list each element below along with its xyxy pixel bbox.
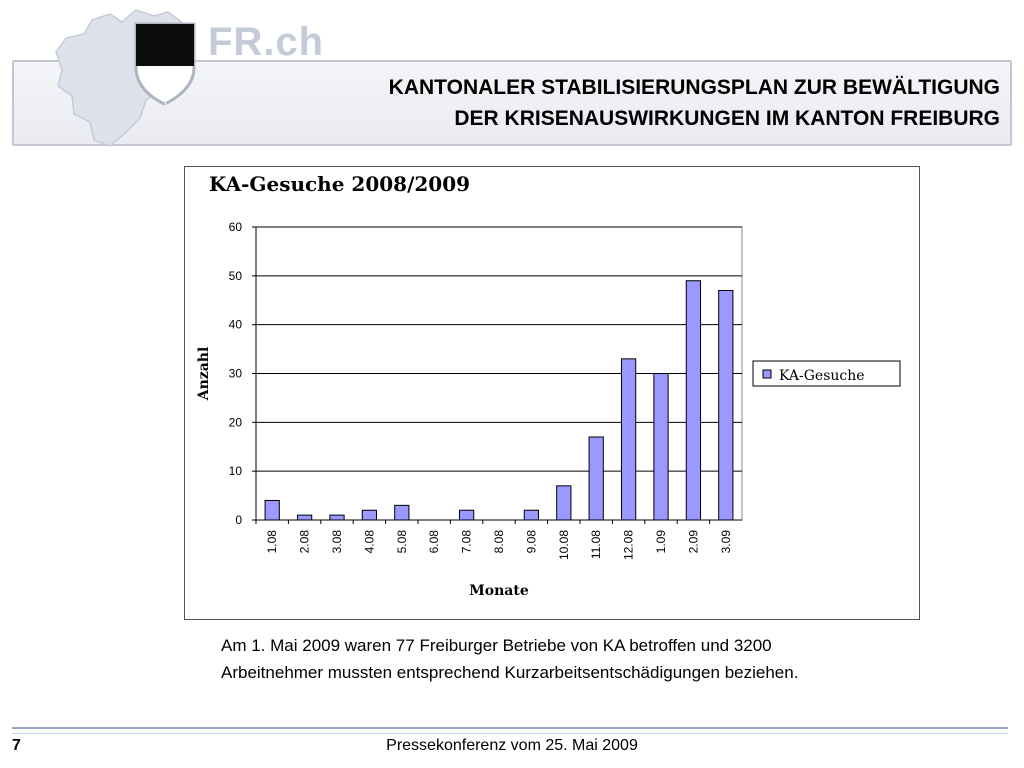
bar — [297, 515, 311, 520]
x-tick-label: 5.08 — [394, 530, 409, 554]
x-tick-label: 12.08 — [621, 530, 636, 561]
chart-title: KA-Gesuche 2008/2009 — [209, 172, 471, 196]
note-text — [221, 632, 961, 686]
bar — [686, 281, 700, 520]
legend-swatch — [763, 370, 771, 378]
x-tick-label: 4.08 — [362, 530, 377, 554]
page-title — [389, 72, 1000, 134]
y-axis-label: Anzahl — [196, 346, 212, 401]
y-tick-label: 10 — [228, 464, 242, 479]
x-tick-label: 1.09 — [654, 530, 668, 554]
y-tick-label: 60 — [228, 220, 242, 234]
bar — [330, 515, 344, 520]
y-tick-label: 20 — [228, 415, 242, 430]
bar-chart — [185, 167, 919, 619]
y-tick-label: 50 — [228, 268, 242, 283]
bar — [621, 359, 635, 520]
bar — [265, 500, 279, 520]
bar — [557, 486, 571, 520]
x-axis-label: Monate — [469, 583, 529, 599]
footer-divider — [12, 727, 1008, 734]
bar — [362, 510, 376, 520]
legend-label: KA-Gesuche — [779, 368, 865, 384]
x-tick-label: 1.08 — [265, 530, 280, 554]
note-line-2: Arbeitnehmer mussten entsprechend Kurzarbeitsentschädigungen beziehen. — [221, 663, 799, 682]
x-tick-label: 11.08 — [589, 530, 604, 560]
x-tick-label: 2.09 — [686, 530, 701, 554]
bar — [589, 437, 603, 520]
x-tick-label: 3.09 — [718, 530, 733, 554]
note-line-1: Am 1. Mai 2009 waren 77 Freiburger Betriebe von KA betroffen und 3200 — [221, 636, 772, 655]
bar — [459, 510, 473, 520]
x-tick-label: 10.08 — [556, 530, 571, 561]
x-tick-label: 7.08 — [459, 530, 474, 554]
y-tick-label: 30 — [228, 366, 242, 381]
x-tick-label: 6.08 — [427, 530, 442, 554]
x-tick-label: 2.08 — [297, 530, 312, 554]
bar — [719, 290, 733, 520]
fr-ch-logo: FR.ch — [208, 20, 325, 64]
y-tick-label: 0 — [235, 513, 242, 527]
x-tick-label: 9.08 — [524, 530, 539, 554]
bar — [654, 374, 668, 521]
x-tick-label: 8.08 — [492, 530, 506, 554]
x-tick-label: 3.08 — [330, 530, 344, 554]
title-line-2: DER KRISENAUSWIRKUNGEN IM KANTON FREIBURG — [454, 107, 1000, 130]
title-line-1: KANTONALER STABILISIERUNGSPLAN ZUR BEWÄLTIGUNG — [388, 76, 1000, 99]
y-tick-label: 40 — [228, 317, 242, 332]
bar — [524, 510, 538, 520]
chart-frame — [184, 166, 920, 620]
shield-black-field — [136, 24, 194, 66]
canton-map-logo — [44, 4, 204, 154]
footer-text: Pressekonferenz vom 25. Mai 2009 — [386, 737, 638, 754]
bar — [395, 505, 409, 520]
page-number: 7 — [12, 737, 21, 754]
